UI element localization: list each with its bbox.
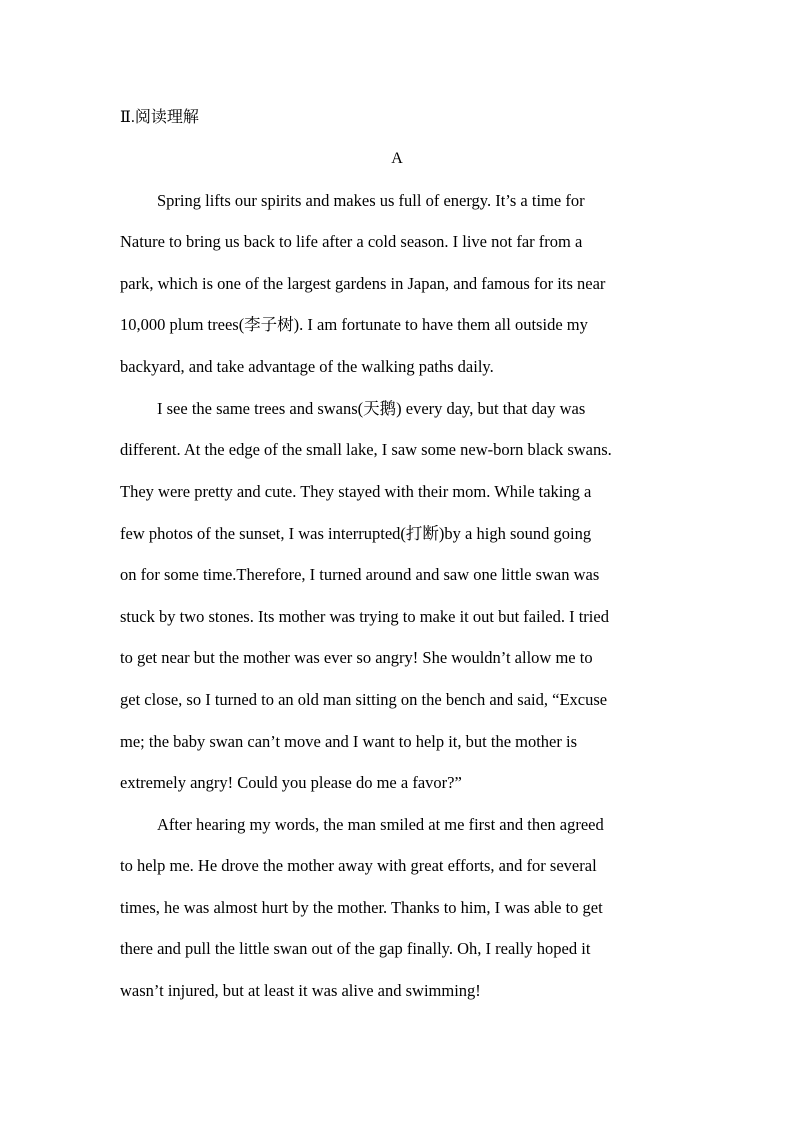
paragraph-2-line-3: They were pretty and cute. They stayed with their mom. While taking a <box>120 482 592 501</box>
paragraph-1-line-1: Spring lifts our spirits and makes us full of energy. It’s a time for <box>157 191 585 210</box>
paragraph-3-line-2: to help me. He drove the mother away with great efforts, and for several <box>120 856 597 875</box>
passage-label: A <box>391 150 403 167</box>
paragraph-2-line-4: few photos of the sunset, I was interrupted(打断)by a high sound going <box>120 524 592 543</box>
paragraph-3-line-3: times, he was almost hurt by the mother. Thanks to him, I was able to get <box>120 898 603 917</box>
section-heading: Ⅱ.阅读理解 <box>120 109 199 126</box>
paragraph-3-line-5: wasn’t injured, but at least it was alive and swimming! <box>120 981 481 1000</box>
paragraph-3-line-1: After hearing my words, the man smiled at me first and then agreed <box>157 815 604 834</box>
paragraph-2-line-10: extremely angry! Could you please do me a favor?” <box>120 773 462 792</box>
paragraph-2-line-1: I see the same trees and swans(天鹅) every day, but that day was <box>157 399 586 418</box>
paragraph-1-line-2: Nature to bring us back to life after a cold season. I live not far from a <box>120 232 583 251</box>
paragraph-2-line-7: to get near but the mother was ever so angry! She wouldn’t allow me to <box>120 648 593 667</box>
paragraph-2-line-9: me; the baby swan can’t move and I want to help it, but the mother is <box>120 732 578 751</box>
paragraph-3-line-4: there and pull the little swan out of the gap finally. Oh, I really hoped it <box>120 939 591 958</box>
paragraph-1-line-5: backyard, and take advantage of the walking paths daily. <box>120 357 494 376</box>
paragraph-2-line-6: stuck by two stones. Its mother was trying to make it out but failed. I tried <box>120 607 609 626</box>
paragraph-1-line-4: 10,000 plum trees(李子树). I am fortunate to have them all outside my <box>120 315 588 334</box>
paragraph-1-line-3: park, which is one of the largest gardens in Japan, and famous for its near <box>120 274 606 293</box>
paragraph-2-line-8: get close, so I turned to an old man sitting on the bench and said, “Excuse <box>120 690 608 709</box>
paragraph-2-line-2: different. At the edge of the small lake, I saw some new-born black swans. <box>120 440 612 459</box>
paragraph-2-line-5: on for some time.Therefore, I turned around and saw one little swan was <box>120 565 600 584</box>
